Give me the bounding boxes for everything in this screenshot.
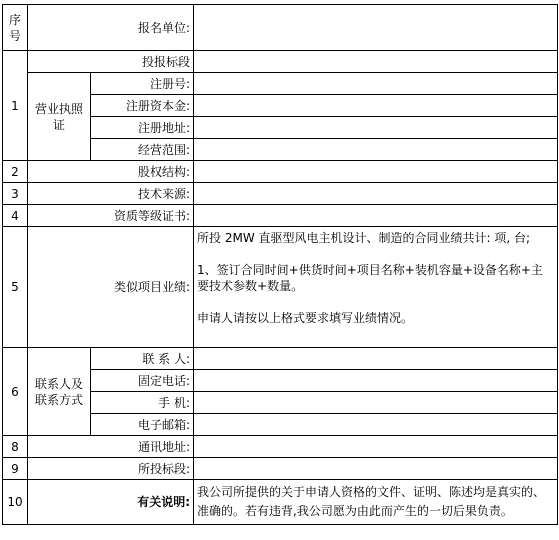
mailing-address-label: 通讯地址: xyxy=(28,436,194,458)
paragraph-gap xyxy=(197,294,554,310)
registration-number-label: 注册号: xyxy=(91,73,194,95)
contact-person-label: 联 系 人: xyxy=(91,348,194,370)
registered-address-value-cell[interactable] xyxy=(194,117,558,139)
row-number-3: 3 xyxy=(3,183,28,205)
row-number-4: 4 xyxy=(3,205,28,227)
declaration-text: 我公司所提供的关于申请人资格的文件、证明、陈述均是真实的、准确的。若有违背,我公司愿为由此而产生的一切后果负责。 xyxy=(194,480,558,525)
landline-value-cell[interactable] xyxy=(194,370,558,392)
mobile-value-cell[interactable] xyxy=(194,392,558,414)
table-row xyxy=(3,436,558,458)
qualification-certificate-label: 资质等级证书: xyxy=(28,205,194,227)
row-number-6: 6 xyxy=(3,348,28,436)
contact-person-value-cell[interactable] xyxy=(194,348,558,370)
bid-section-selected-value-cell[interactable] xyxy=(194,458,558,480)
email-label: 电子邮箱: xyxy=(91,414,194,436)
paragraph-gap xyxy=(197,246,554,262)
unit-value-cell[interactable] xyxy=(194,5,558,51)
unit-label: 报名单位: xyxy=(28,5,194,51)
table-row xyxy=(3,73,558,95)
table-row xyxy=(3,161,558,183)
bid-section-label: 投报标段 xyxy=(28,51,194,73)
row-number-1: 1 xyxy=(3,51,28,161)
technology-source-label: 技术来源: xyxy=(28,183,194,205)
business-scope-label: 经营范围: xyxy=(91,139,194,161)
serial-number-header: 序号 xyxy=(3,5,28,51)
similar-projects-label: 类似项目业绩: xyxy=(28,227,194,348)
business-scope-value-cell[interactable] xyxy=(194,139,558,161)
similar-projects-content[interactable] xyxy=(194,227,558,348)
bid-section-value-cell[interactable] xyxy=(194,51,558,73)
table-row xyxy=(3,51,558,73)
declaration-label: 有关说明: xyxy=(28,480,194,525)
contact-group-label: 联系人及联系方式 xyxy=(28,348,91,436)
registered-capital-label: 注册资本金: xyxy=(91,95,194,117)
mobile-label: 手 机: xyxy=(91,392,194,414)
table-row xyxy=(3,480,558,525)
table-row xyxy=(3,458,558,480)
mailing-address-value-cell[interactable] xyxy=(194,436,558,458)
bid-section-selected-label: 所投标段: xyxy=(28,458,194,480)
header-row xyxy=(3,5,558,51)
business-license-group-label: 营业执照证 xyxy=(28,73,91,161)
equity-structure-value-cell[interactable] xyxy=(194,161,558,183)
equity-structure-label: 股权结构: xyxy=(28,161,194,183)
email-value-cell[interactable] xyxy=(194,414,558,436)
row-number-9: 9 xyxy=(3,458,28,480)
registration-number-value-cell[interactable] xyxy=(194,73,558,95)
qualification-certificate-value-cell[interactable] xyxy=(194,205,558,227)
table-row xyxy=(3,183,558,205)
row-number-10: 10 xyxy=(3,480,28,525)
projects-format-text: 1、签订合同时间+供货时间+项目名称+装机容量+设备名称+主要技术参数+数量。 xyxy=(197,263,543,293)
projects-instruction-text: 申请人请按以上格式要求填写业绩情况。 xyxy=(197,311,414,325)
registered-address-label: 注册地址: xyxy=(91,117,194,139)
landline-label: 固定电话: xyxy=(91,370,194,392)
row-number-2: 2 xyxy=(3,161,28,183)
registration-form-table xyxy=(2,4,558,525)
technology-source-value-cell[interactable] xyxy=(194,183,558,205)
registered-capital-value-cell[interactable] xyxy=(194,95,558,117)
table-row xyxy=(3,348,558,370)
row-number-8: 8 xyxy=(3,436,28,458)
table-row xyxy=(3,205,558,227)
table-row xyxy=(3,227,558,348)
projects-summary-text: 所投 2MW 直驱型风电主机设计、制造的合同业绩共计: 项, 台; xyxy=(197,231,531,245)
row-number-5: 5 xyxy=(3,227,28,348)
